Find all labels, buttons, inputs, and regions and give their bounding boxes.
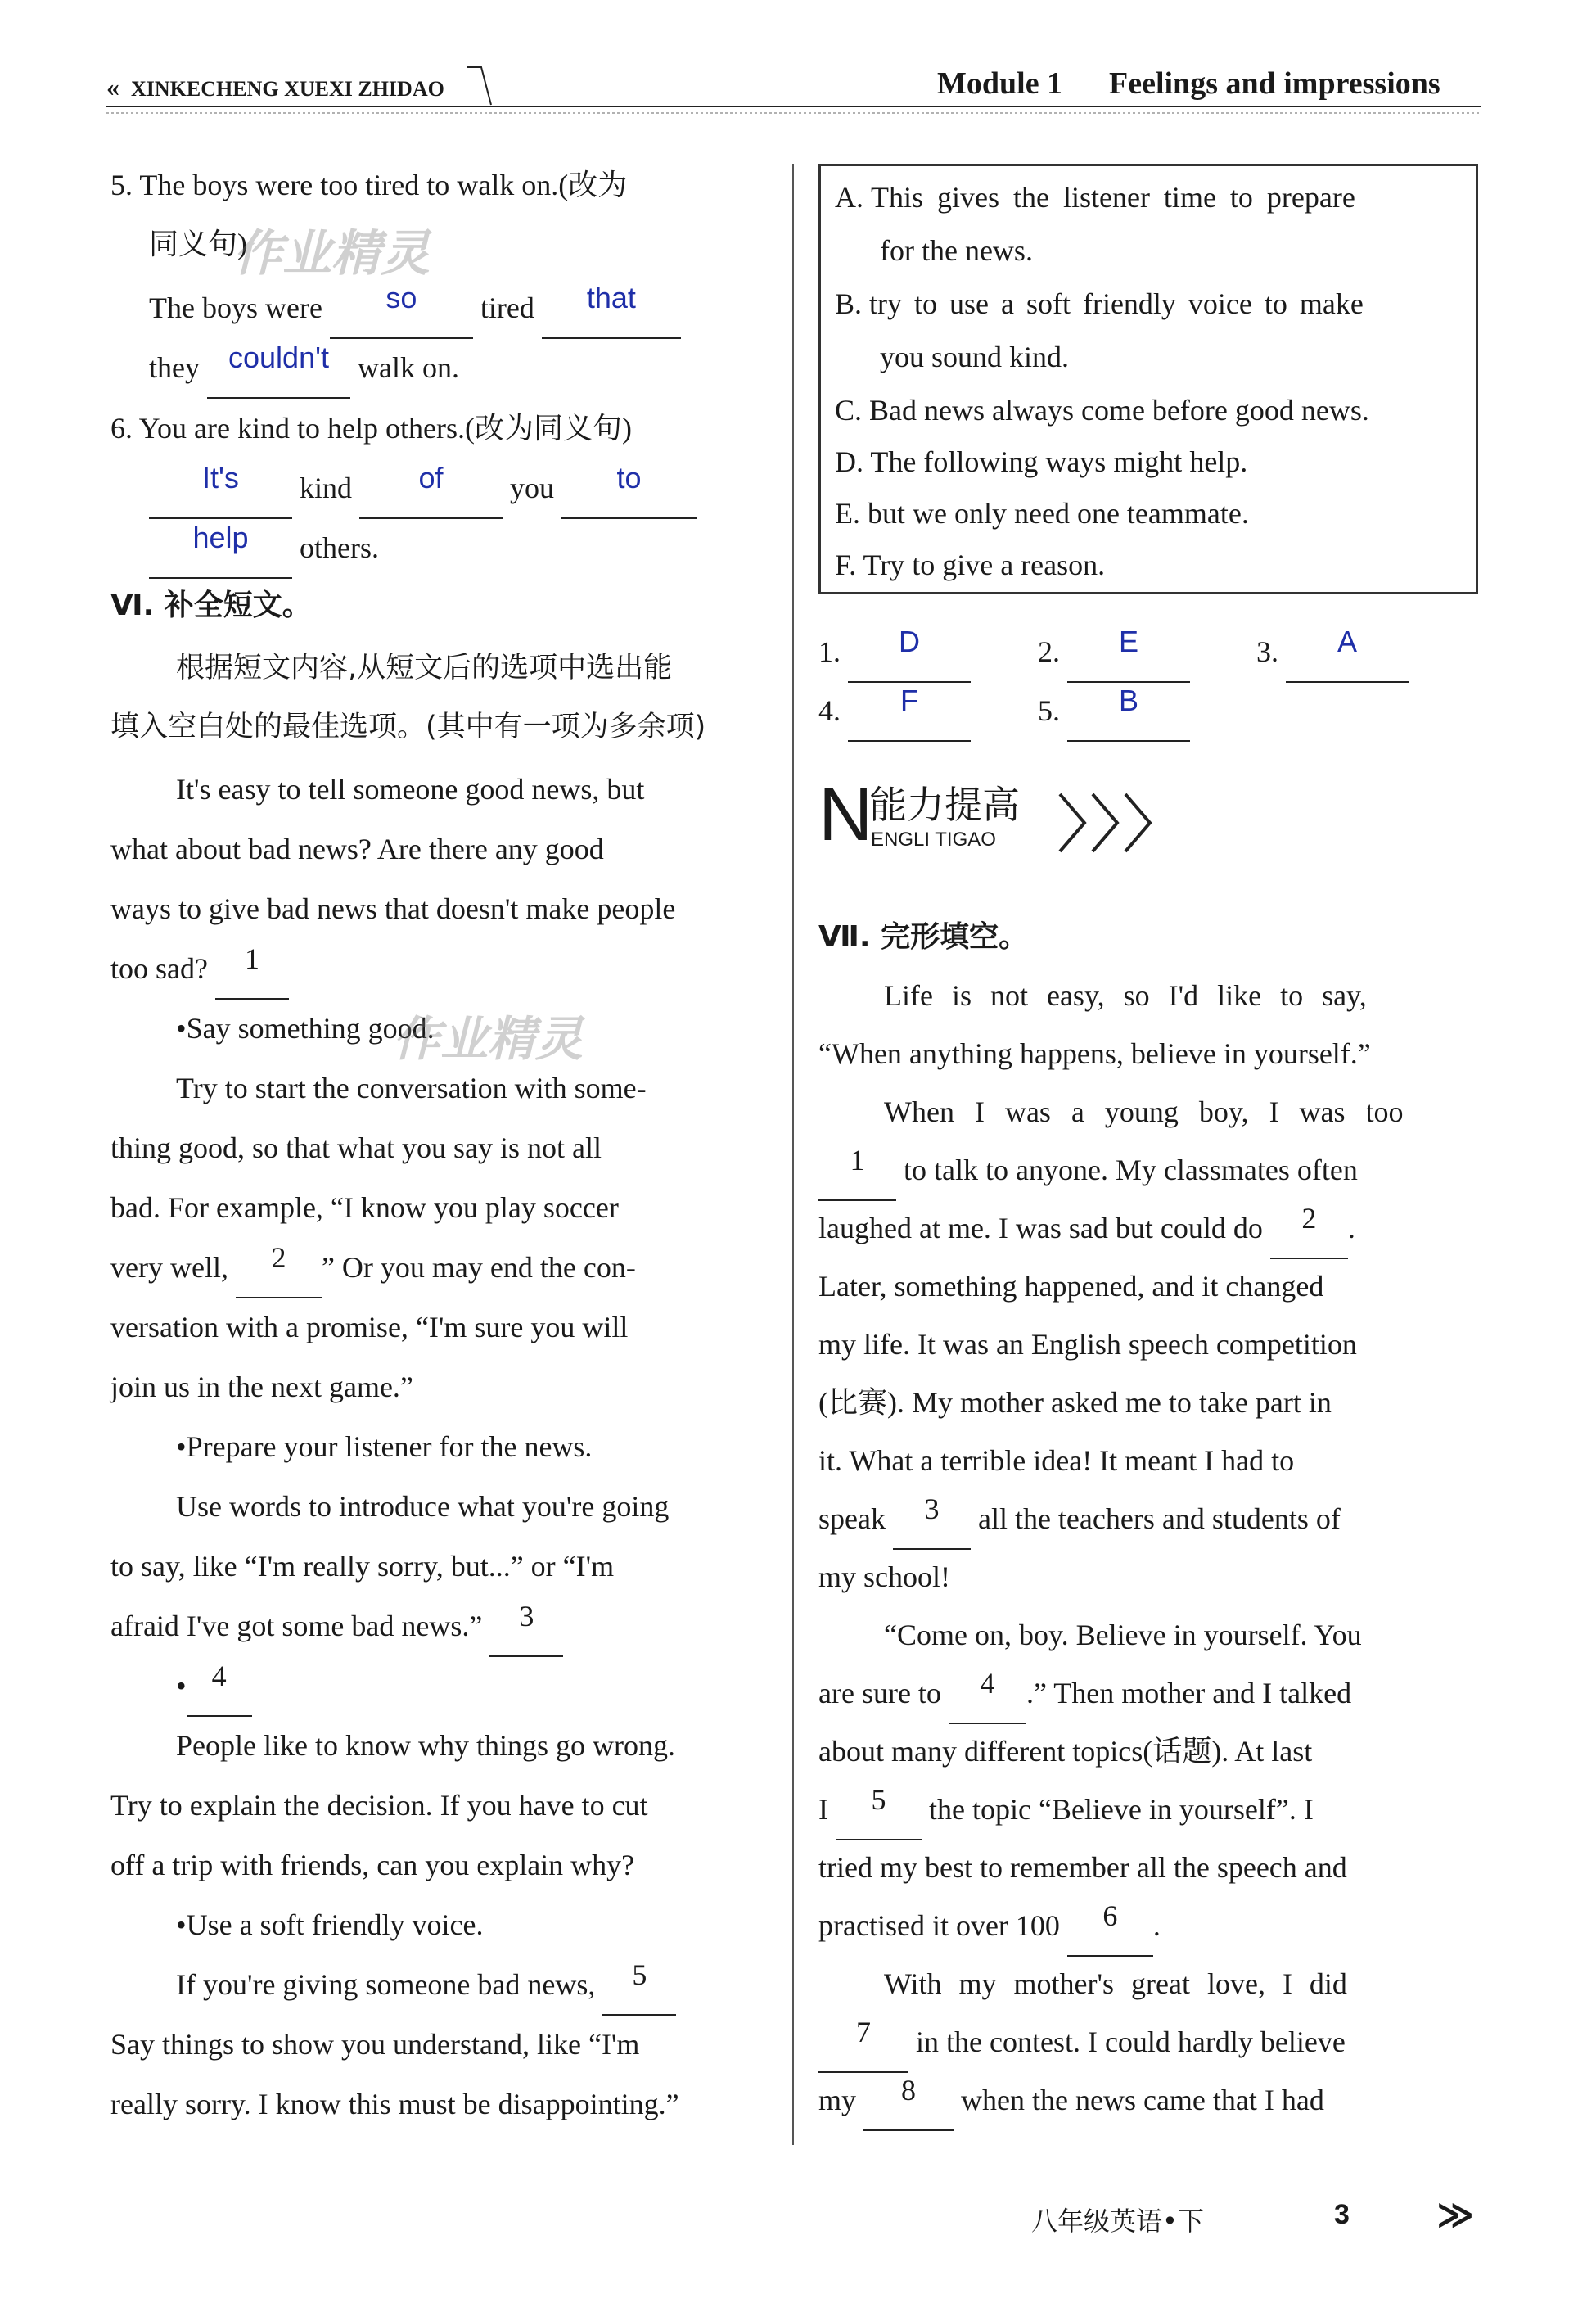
s7-blank-2[interactable] — [1270, 1199, 1348, 1259]
footer-label: 八年级英语•下 — [1031, 2206, 1204, 2237]
answer-1-value: D — [899, 625, 920, 658]
s7-l3-text: to talk to anyone. My classmates often — [904, 1154, 1358, 1186]
s7-l11: my school! — [818, 1560, 950, 1593]
q5-prompt2-text: 同义句) — [149, 228, 247, 260]
column-divider — [792, 164, 794, 2145]
passage-l20: •Use a soft friendly voice. — [176, 1908, 484, 1941]
s7-l21-text: in the contest. I could hardly believe — [916, 2025, 1346, 2058]
answer-3-num: 3. — [1256, 635, 1278, 668]
s7-l6: my life. It was an English speech competition — [818, 1328, 1357, 1361]
answer-4-num: 4. — [818, 694, 841, 727]
q6-line1 — [149, 458, 697, 519]
s7-l16-text: I — [818, 1793, 828, 1826]
s7-l1: “When anything happens, believe in yourself.” — [818, 1037, 1371, 1070]
option-c — [835, 381, 1369, 440]
passage-l5: Try to start the conversation with some- — [176, 1072, 647, 1104]
section6-instr1: 根据短文内容,从短文后的选项中选出能 — [176, 652, 673, 684]
s7-l16-tail: the topic “Believe in yourself”. I — [929, 1793, 1314, 1826]
option-b-line1: try to use a soft friendly voice to make — [869, 287, 1364, 320]
passage-l16 — [176, 1656, 252, 1717]
answer-5-blank[interactable] — [1067, 681, 1190, 742]
q6-blank-2[interactable] — [359, 458, 503, 519]
s7-l22-tail: when the news came that I had — [961, 2084, 1324, 2116]
passage-blank-5[interactable] — [602, 1955, 676, 2016]
answer-1-blank[interactable] — [848, 622, 971, 683]
q5-prompt — [110, 156, 627, 214]
option-c-line1: Bad news always come before good news. — [869, 394, 1369, 427]
answer-2-num: 2. — [1038, 635, 1060, 668]
q6-blank-4[interactable] — [149, 518, 292, 579]
nengli-en: ENGLI TIGAO — [871, 829, 996, 851]
s7-l9-text: speak — [818, 1502, 886, 1535]
header-title: Feelings and impressions — [1109, 66, 1440, 101]
header — [106, 57, 1481, 115]
s7-blank-1-num: 1 — [850, 1144, 865, 1176]
passage-bullet: • — [176, 1669, 187, 1702]
passage-l1: what about bad news? Are there any good — [110, 833, 604, 865]
option-a — [835, 168, 1355, 227]
passage-l21 — [176, 1955, 676, 2016]
nengli-big-n: N — [818, 773, 873, 856]
s7-l13 — [818, 1664, 1351, 1724]
s7-l12: “Come on, boy. Believe in yourself. You — [884, 1619, 1362, 1651]
option-a-line1: This gives the listener time to prepare — [871, 181, 1355, 214]
q6-blank-1[interactable] — [149, 458, 292, 519]
option-b-letter: B. — [835, 287, 863, 320]
s7-blank-8[interactable] — [863, 2070, 954, 2131]
s7-blank-8-num: 8 — [901, 2074, 917, 2107]
q6-line2 — [149, 518, 379, 579]
q5-blank-1[interactable] — [330, 278, 473, 339]
option-d-letter: D. — [835, 445, 863, 478]
answer-5 — [1038, 681, 1190, 742]
passage-l18: Try to explain the decision. If you have to cut — [110, 1789, 648, 1822]
s7-l7: (比赛). My mother asked me to take part in — [818, 1386, 1332, 1419]
header-left-title: XINKECHENG XUEXI ZHIDAO — [131, 77, 444, 101]
passage-l7: bad. For example, “I know you play soccer — [110, 1191, 619, 1224]
passage-l19: off a trip with friends, can you explain why? — [110, 1849, 635, 1881]
option-d-line1: The following ways might help. — [870, 445, 1248, 478]
s7-l16 — [818, 1780, 1314, 1840]
s7-l18: tried my best to remember all the speech and — [818, 1851, 1347, 1884]
option-e-letter: E. — [835, 497, 860, 530]
passage-l23: really sorry. I know this must be disappointing.” — [110, 2088, 679, 2120]
s7-l4: laughed at me. I was sad but could do 2 . — [818, 1199, 1355, 1259]
option-f — [835, 535, 1105, 594]
double-chevron-right-icon: ≫ — [1436, 2194, 1475, 2236]
s7-l3 — [818, 1140, 1358, 1201]
watermark-2: 作业精灵 — [393, 1011, 584, 1067]
passage-l8-tail: ” Or you may end the con- — [321, 1251, 636, 1284]
q5-line1 — [149, 278, 681, 339]
q5-prompt-text: 5. The boys were too tired to walk on.(改为 — [110, 169, 628, 201]
option-b — [835, 274, 1364, 333]
answer-2 — [1038, 622, 1190, 683]
answer-3-blank[interactable] — [1286, 622, 1409, 683]
passage-l22: Say things to show you understand, like “I'm — [110, 2028, 640, 2061]
section6-title: Ⅵ. 补全短文。 — [110, 589, 312, 622]
option-c-letter: C. — [835, 394, 863, 427]
footer — [1031, 2194, 1490, 2243]
q5-ans-3: couldn't — [228, 341, 329, 374]
s7-blank-2-num: 2 — [1301, 1202, 1317, 1235]
passage-blank-1-num: 1 — [244, 942, 259, 975]
q5-prompt2 — [149, 214, 247, 273]
passage-l10: versation with a promise, “I'm sure you will — [110, 1311, 629, 1343]
passage-l13: Use words to introduce what you're going — [176, 1490, 670, 1523]
s7-blank-7[interactable] — [818, 2012, 908, 2073]
s7-l15: about many different topics(话题). At last — [818, 1735, 1313, 1768]
header-module: Module 1 — [937, 66, 1063, 101]
option-e-line1: but we only need one teammate. — [868, 497, 1249, 530]
answer-3-value: A — [1337, 625, 1357, 658]
s7-blank-7-num: 7 — [856, 2016, 871, 2048]
answer-4-blank[interactable] — [848, 681, 971, 742]
passage-blank-1[interactable] — [215, 939, 289, 1000]
q6-blank-3[interactable] — [561, 458, 697, 519]
passage-l3-text: too sad? — [110, 952, 208, 985]
s7-blank-3[interactable] — [893, 1489, 971, 1550]
q5-blank-3[interactable] — [207, 338, 350, 399]
passage-l17: People like to know why things go wrong. — [176, 1729, 675, 1762]
passage-l3 — [110, 939, 289, 1000]
s7-blank-6-num: 6 — [1102, 1899, 1118, 1932]
s7-l4-text: laughed at me. I was sad but could do — [818, 1212, 1263, 1244]
nengli-cn: 能力提高 — [869, 783, 1020, 827]
passage-l8 — [110, 1238, 636, 1298]
q5-l2a: they — [149, 351, 200, 384]
q5-ans-2: that — [586, 281, 636, 314]
passage-blank-2[interactable] — [236, 1238, 322, 1298]
q5-blank-2[interactable] — [542, 278, 681, 339]
q6-prompt — [110, 399, 632, 458]
s7-blank-4[interactable] — [949, 1664, 1026, 1724]
footer-page-number: 3 — [1334, 2199, 1350, 2230]
q6-ans-3: to — [616, 461, 642, 494]
passage-l0: It's easy to tell someone good news, but — [176, 773, 645, 806]
s7-blank-1[interactable] — [818, 1140, 896, 1201]
s7-l19-text: practised it over 100 — [818, 1909, 1060, 1942]
passage-l15-text: afraid I've got some bad news.” — [110, 1610, 483, 1642]
passage-l12: •Prepare your listener for the news. — [176, 1430, 593, 1463]
passage-blank-4-num: 4 — [211, 1660, 227, 1692]
q6-w1: kind — [300, 472, 353, 504]
q6-ans-4: help — [192, 521, 249, 554]
answer-1-num: 1. — [818, 635, 841, 668]
q5-l1b: tired — [480, 291, 534, 324]
s7-blank-5-num: 5 — [871, 1783, 886, 1816]
s7-l13-tail: .” Then mother and I talked — [1026, 1677, 1352, 1709]
s7-l19: practised it over 100 6 . — [818, 1896, 1161, 1957]
answer-2-blank[interactable] — [1067, 622, 1190, 683]
s7-l5: Later, something happened, and it changed — [818, 1270, 1324, 1303]
passage-blank-2-num: 2 — [271, 1241, 286, 1274]
option-d — [835, 432, 1247, 491]
option-b-line2: you sound kind. — [880, 341, 1070, 373]
s7-blank-6[interactable] — [1067, 1896, 1153, 1957]
s7-l8: it. What a terrible idea! It meant I had to — [818, 1444, 1295, 1477]
answer-3 — [1256, 622, 1409, 683]
q5-l1a: The boys were — [149, 291, 322, 324]
q5-line2 — [149, 338, 459, 399]
passage-l4: •Say something good. — [176, 1012, 435, 1045]
s7-l20: With my mother's great love, I did — [884, 1967, 1347, 2000]
s7-blank-5[interactable] — [836, 1780, 922, 1840]
triple-chevron-right-icon — [1056, 790, 1170, 856]
s7-l21 — [818, 2012, 1346, 2073]
s7-l9 — [818, 1489, 1341, 1550]
option-f-letter: F. — [835, 549, 857, 581]
s7-l22 — [818, 2070, 1324, 2131]
s7-l22-text: my — [818, 2084, 857, 2116]
passage-blank-5-num: 5 — [632, 1958, 647, 1991]
passage-l8-text: very well, — [110, 1251, 228, 1284]
answer-4-value: F — [900, 684, 918, 717]
nengli-banner — [818, 773, 1179, 864]
section7-title: Ⅶ. 完形填空。 — [818, 920, 1029, 954]
passage-l14: to say, like “I'm really sorry, but...” or “I'm — [110, 1550, 615, 1583]
q6-prompt-text: 6. You are kind to help others.(改为同义句) — [110, 412, 632, 445]
double-chevron-left-icon: « — [106, 72, 119, 102]
answer-4 — [818, 681, 971, 742]
s7-l0: Life is not easy, so I'd like to say, — [884, 979, 1367, 1012]
s7-l2: When I was a young boy, I was too — [884, 1095, 1404, 1128]
option-f-line1: Try to give a reason. — [863, 549, 1106, 581]
s7-l9-tail: all the teachers and students of — [977, 1502, 1341, 1535]
q6-w3: others. — [300, 531, 379, 564]
option-a-line2: for the news. — [880, 234, 1033, 267]
option-a-letter: A. — [835, 181, 863, 214]
passage-l15 — [110, 1596, 563, 1657]
q5-l2b: walk on. — [357, 351, 459, 384]
q6-w2: you — [510, 472, 555, 504]
answer-1 — [818, 622, 971, 683]
passage-blank-3[interactable] — [489, 1596, 563, 1657]
passage-blank-4[interactable] — [187, 1656, 252, 1717]
watermark-1: 作业精灵 — [233, 225, 430, 282]
s7-blank-4-num: 4 — [980, 1667, 995, 1700]
q6-ans-2: of — [418, 461, 444, 494]
section6-instr2: 填入空白处的最佳选项。(其中有一项为多余项) — [110, 711, 706, 743]
answer-5-value: B — [1118, 684, 1138, 717]
s7-l13-text: are sure to — [818, 1677, 941, 1709]
passage-l2: ways to give bad news that doesn't make people — [110, 892, 676, 925]
s7-blank-3-num: 3 — [924, 1492, 940, 1525]
option-e — [835, 484, 1249, 543]
passage-l6: thing good, so that what you say is not all — [110, 1131, 602, 1164]
answer-5-num: 5. — [1038, 694, 1060, 727]
passage-l21-text: If you're giving someone bad news, — [176, 1968, 596, 2001]
answer-2-value: E — [1118, 625, 1138, 658]
passage-blank-3-num: 3 — [519, 1600, 534, 1632]
q5-ans-1: so — [385, 281, 417, 314]
passage-l11: join us in the next game.” — [110, 1371, 413, 1403]
q6-ans-1: It's — [202, 461, 239, 494]
